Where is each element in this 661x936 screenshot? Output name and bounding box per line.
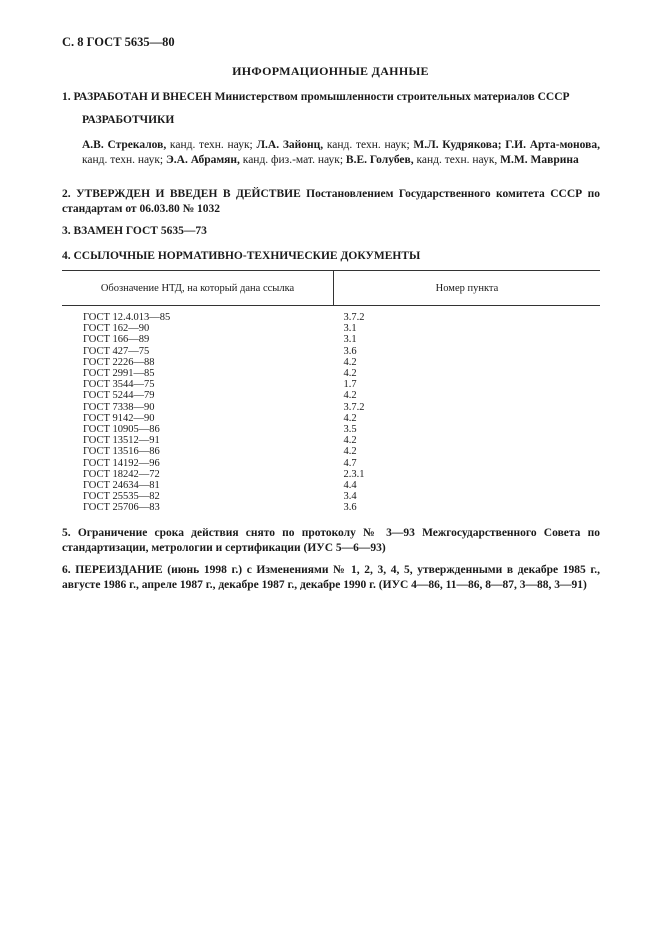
table-row [62,446,600,457]
cell-document: ГОСТ 24634—81 [83,480,160,492]
page-header: С. 8 ГОСТ 5635—80 [62,35,175,49]
developer-name: В.Е. Голубев, [345,154,414,166]
table-row [62,390,600,401]
table-row [62,458,600,469]
table-row [62,368,600,379]
cell-clause: 3.6 [343,345,357,357]
item-1 [62,90,600,105]
developer-role: канд. физ.-мат. наук; [239,154,346,166]
cell-clause: 4.2 [343,356,357,368]
cell-clause: 3.5 [343,424,357,436]
table-row [62,491,600,502]
table-row [62,502,600,515]
item-5-text: Ограничение срока действия снято по протоколу № 3—93 Межгосударственного Совета по стандартизации, метрологии и сертификации (ИУС 5—6—93) [62,527,601,554]
table-row [62,402,600,413]
table-row [62,334,600,345]
cell-document: ГОСТ 9142—90 [83,412,155,424]
column-header-clause: Номер пункта [334,271,601,306]
cell-clause: 4.2 [343,390,357,402]
references-table [62,270,600,516]
cell-clause: 4.2 [343,435,357,447]
developers-list [82,138,600,168]
cell-document: ГОСТ 18242—72 [83,468,160,480]
table-header-row [62,271,600,306]
cell-clause: 3.6 [343,502,357,514]
cell-document: ГОСТ 7338—90 [83,401,155,413]
cell-clause: 4.4 [343,480,357,492]
column-header-document: Обозначение НТД, на который дана ссылка [62,271,334,306]
item-1-text: РАЗРАБОТАН И ВНЕСЕН Министерством промышленности строительных материалов СССР [73,91,570,103]
cell-document: ГОСТ 427—75 [83,345,150,357]
item-6-number: 6. [62,564,71,576]
item-6 [62,563,600,593]
item-2-text: УТВЕРЖДЕН И ВВЕДЕН В ДЕЙСТВИЕ Постановлением Государственного комитета СССР по стандартам от 06.03.80 № 1032 [62,188,600,215]
developer-role: канд. техн. наук; [166,139,257,151]
cell-clause: 3.4 [343,491,357,503]
table-row [62,357,600,368]
table-row [62,306,600,324]
cell-document: ГОСТ 14192—96 [83,457,160,469]
cell-document: ГОСТ 3544—75 [83,379,155,391]
item-3-text: ВЗАМЕН ГОСТ 5635—73 [73,225,207,237]
cell-document: ГОСТ 5244—79 [83,390,155,402]
cell-clause: 4.7 [343,457,357,469]
item-6-text: ПЕРЕИЗДАНИЕ (июнь 1998 г.) с Изменениями № 1, 2, 3, 4, 5, утвержденными в декабре 1985 г., августе 1986 г., апреле 1987 г., декабре 1987 г., декабре 1990 г. (ИУС 4—86, 11—86, 8—87, 3—88, 3—91) [62,564,601,591]
cell-clause: 3.1 [343,334,357,346]
developer-role: канд. техн. наук, [413,154,501,166]
table-row [62,480,600,491]
table-row [62,424,600,435]
item-5 [62,526,600,556]
cell-document: ГОСТ 162—90 [83,323,150,335]
cell-document: ГОСТ 166—89 [83,334,150,346]
item-3 [62,224,600,239]
developer-name: М.М. Маврина [500,154,579,166]
cell-document: ГОСТ 2991—85 [83,368,155,380]
cell-clause: 4.2 [343,446,357,458]
item-2 [62,187,600,217]
developer-name: Л.А. Зайонц, [256,139,324,151]
cell-clause: 1.7 [343,379,357,391]
section-title: ИНФОРМАЦИОННЫЕ ДАННЫЕ [232,64,429,78]
item-1-number: 1. [62,91,71,103]
cell-clause: 3.7.2 [343,312,365,323]
table-row [62,323,600,334]
cell-clause: 2.3.1 [343,468,365,480]
cell-clause: 3.1 [343,323,357,335]
item-4-number: 4. [62,250,71,262]
cell-document: ГОСТ 25706—83 [83,502,160,514]
cell-document: ГОСТ 2226—88 [83,356,155,368]
developer-name: Э.А. Абрамян, [166,154,240,166]
item-4 [62,249,600,264]
developer-name: М.Л. Кудрякова; Г.И. Арта-монова, [413,139,600,151]
cell-clause: 3.7.2 [343,401,365,413]
developer-role: канд. техн. наук; [82,154,166,166]
table-row [62,346,600,357]
table-row [62,379,600,390]
cell-document: ГОСТ 12.4.013—85 [83,312,171,323]
item-5-number: 5. [62,527,71,539]
cell-document: ГОСТ 13512—91 [83,435,160,447]
table-row [62,413,600,424]
cell-document: ГОСТ 25535—82 [83,491,160,503]
cell-document: ГОСТ 13516—86 [83,446,160,458]
cell-document: ГОСТ 10905—86 [83,424,160,436]
developer-role: канд. техн. наук; [323,139,414,151]
table-row [62,435,600,446]
item-3-number: 3. [62,225,71,237]
item-2-number: 2. [62,188,71,200]
developer-name: А.В. Стрекалов, [82,139,167,151]
developers-title: РАЗРАБОТЧИКИ [82,114,175,126]
cell-clause: 4.2 [343,412,357,424]
item-4-text: ССЫЛОЧНЫЕ НОРМАТИВНО-ТЕХНИЧЕСКИЕ ДОКУМЕНТЫ [73,250,421,262]
table-row [62,469,600,480]
cell-clause: 4.2 [343,368,357,380]
